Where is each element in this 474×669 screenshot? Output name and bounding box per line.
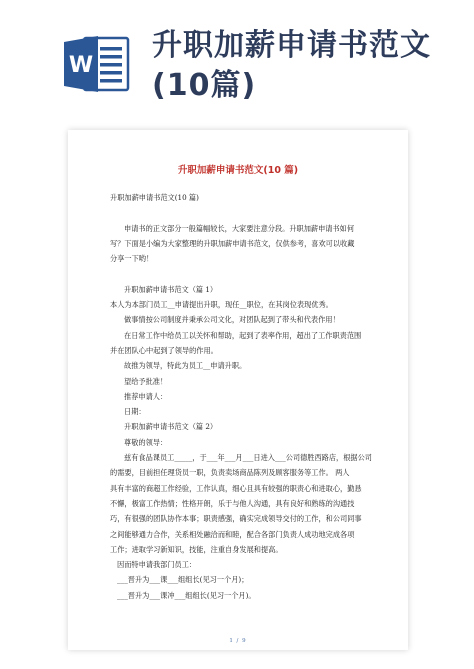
document-line: 并在团队心中起到了领导的作用。 — [110, 345, 218, 355]
word-icon-letter: W — [68, 53, 94, 78]
header-title: 升职加薪申请书范文(10篇) — [152, 28, 431, 103]
document-line: 工作；进取学习新知识，技能，注重自身发展和提高。 — [110, 544, 283, 554]
document-body — [110, 190, 380, 603]
document-line: ___晋升为___课冲___组组长(见习一个月)。 — [117, 590, 256, 600]
document-line: 的需要，目前担任理货员一职，负责卖场商品陈列及顾客服务等工作。 两人 — [110, 468, 350, 478]
document-page — [68, 130, 408, 650]
document-title: 升职加薪申请书范文(10 篇) — [177, 165, 299, 176]
document-line: 本人为本部门员工__申请提出升职，现任__职位，在其岗位表现优秀。 — [110, 300, 333, 310]
document-line: 不懈，极富工作热情；性格开朗，乐于与他人沟通，具有良好和熟练的沟通技 — [110, 498, 355, 508]
document-line: 申请书的正文部分一般篇幅较长，大家要注意分段。升职加薪申请书如何 — [124, 223, 355, 233]
document-line: 在日常工作中给员工以关怀和帮助，起到了表率作用，超出了工作职责范围 — [124, 330, 362, 340]
document-line: 因而特申请我部门员工： — [117, 560, 197, 570]
document-line: 之间能够通力合作，关系相处融洽而和睦，配合各部门负责人成功地完成各项 — [110, 529, 355, 539]
header — [0, 0, 474, 120]
document-line: 推荐申请人： — [124, 391, 168, 401]
document-line: 故推为领导，特此为员工__申请升职。 — [124, 361, 247, 371]
document-line: 具有丰富的商超工作经验，工作认真，细心且具有较强的职责心和进取心，勤恳 — [110, 483, 362, 493]
document-line: 日期： — [124, 407, 146, 417]
document-line: 巧，有很强的团队协作本事；职责感强，确实完成领导交付的工作，和公司同事 — [110, 514, 362, 524]
document-line: 兹有食品课员工_____，于___年___月___日进入___公司德胜西路店，根据公司 — [124, 453, 372, 463]
word-document-icon — [62, 33, 132, 95]
document-line: 望给予批准！ — [124, 376, 168, 386]
document-line: 写？下面是小编为大家整理的升职加薪申请书范文，仅供参考，喜欢可以收藏 — [110, 238, 355, 248]
document-line: 尊敬的领导： — [124, 437, 168, 447]
document-line: 分享一下哟！ — [110, 254, 154, 264]
document-line: 做事情按公司制度并秉承公司文化，对团队起到了带头和代表作用！ — [124, 315, 340, 325]
document-line: 升职加薪申请书范文（篇 1） — [124, 284, 218, 294]
page-indicator: 1 / 9 — [229, 638, 247, 644]
document-line: 升职加薪申请书范文（篇 2） — [124, 422, 218, 432]
document-line: 升职加薪申请书范文(10 篇) — [110, 193, 199, 202]
document-line: ___晋升为___课___组组长(见习一个月)； — [117, 575, 249, 585]
